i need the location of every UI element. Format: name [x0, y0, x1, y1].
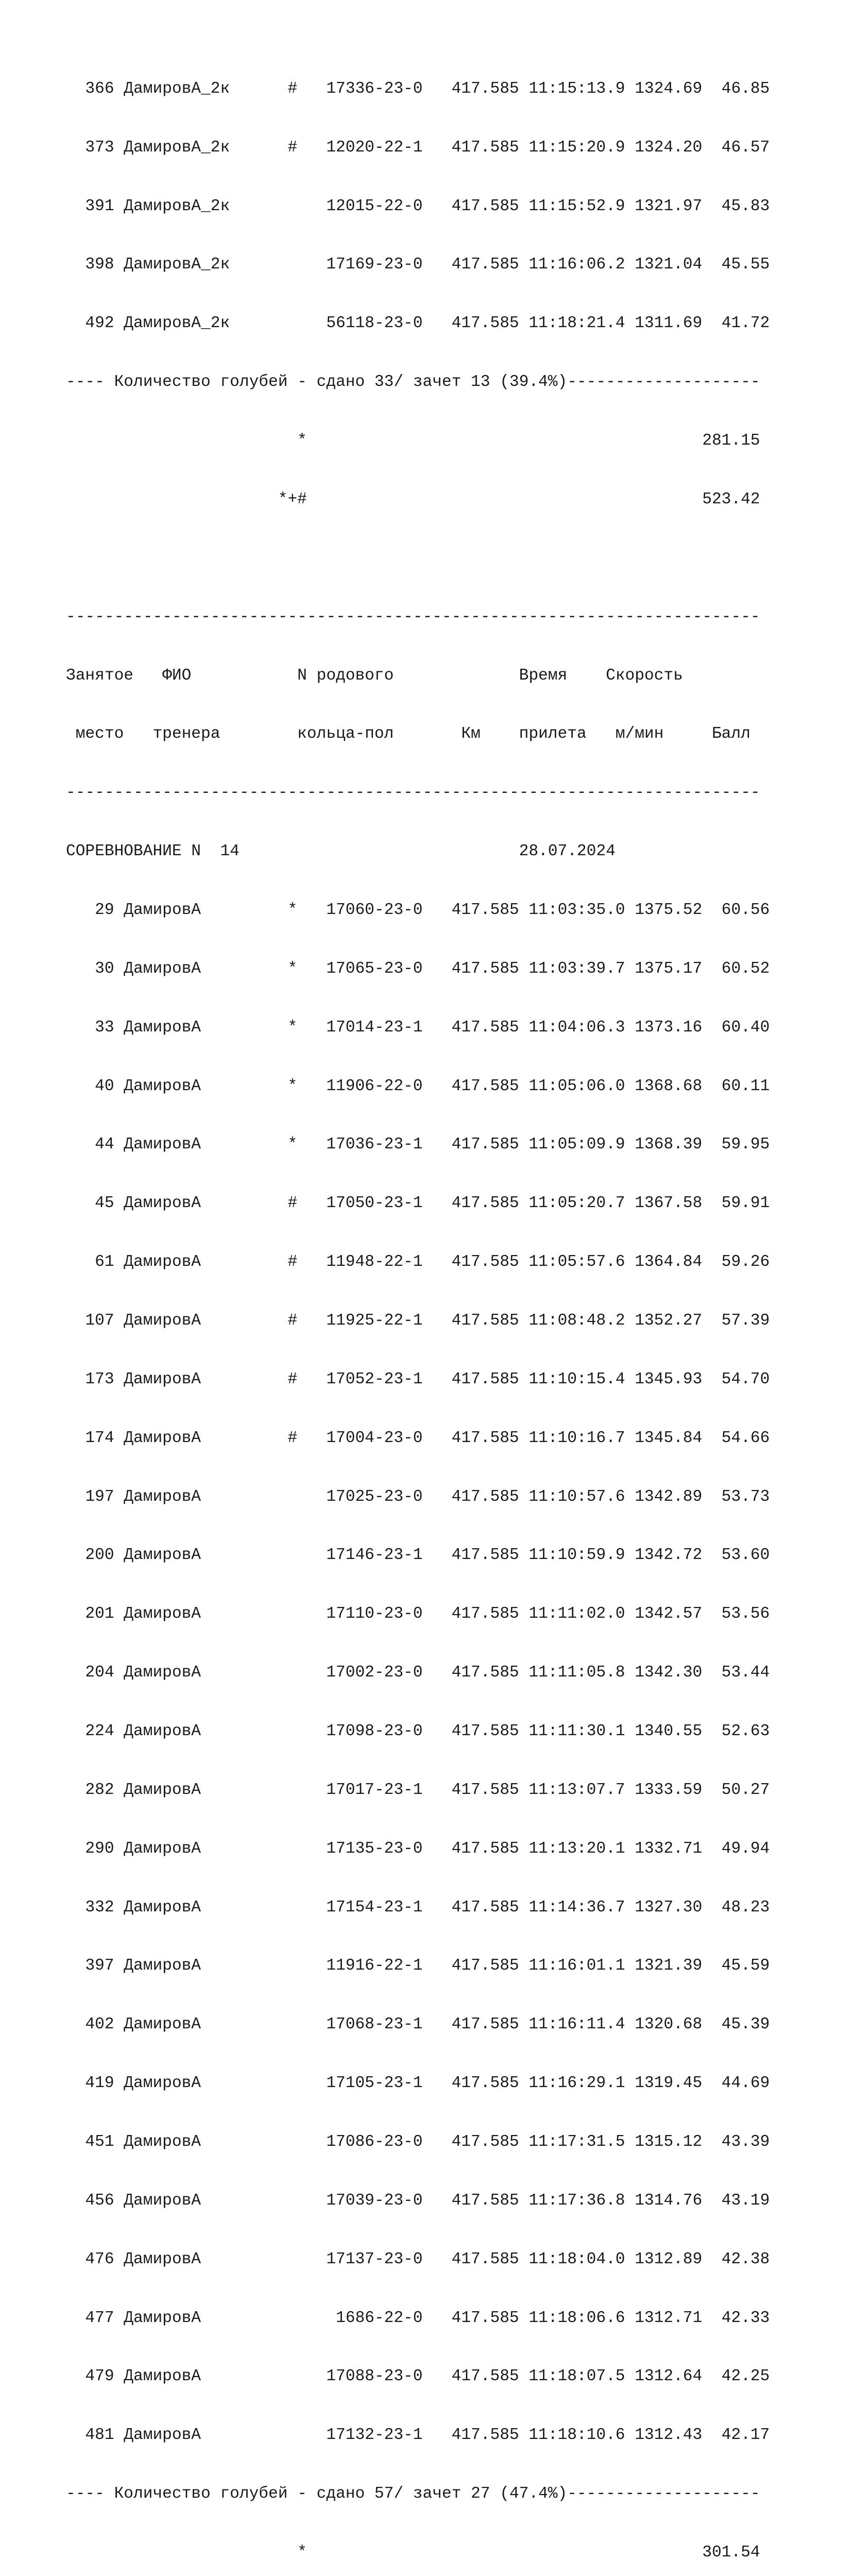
- star-total: * 301.54: [66, 2544, 760, 2562]
- result-row: 29 ДамировА * 17060-23-0 417.585 11:03:35.0 1375.52 60.56: [66, 901, 770, 919]
- result-row: 174 ДамировА # 17004-23-0 417.585 11:10:16.7 1345.84 54.66: [66, 1429, 770, 1447]
- result-row: 201 ДамировА 17110-23-0 417.585 11:11:02.0 1342.57 53.56: [66, 1605, 770, 1623]
- result-row: 481 ДамировА 17132-23-1 417.585 11:18:10.6 1312.43 42.17: [66, 2426, 770, 2445]
- result-row: 44 ДамировА * 17036-23-1 417.585 11:05:09.9 1368.39 59.95: [66, 1136, 770, 1154]
- results-document: [66, 40, 770, 2576]
- result-row: 479 ДамировА 17088-23-0 417.585 11:18:07.5 1312.64 42.25: [66, 2367, 770, 2386]
- separator-line: ------------------------------------------------------------------------: [66, 607, 760, 626]
- result-row: 456 ДамировА 17039-23-0 417.585 11:17:36.8 1314.76 43.19: [66, 2191, 770, 2210]
- result-row: 40 ДамировА * 11906-22-0 417.585 11:05:06.0 1368.68 60.11: [66, 1077, 770, 1095]
- result-row: 332 ДамировА 17154-23-1 417.585 11:14:36.7 1327.30 48.23: [66, 1898, 770, 1917]
- result-row: 224 ДамировА 17098-23-0 417.585 11:11:30.1 1340.55 52.63: [66, 1722, 770, 1740]
- result-row: 402 ДамировА 17068-23-1 417.585 11:16:11.4 1320.68 45.39: [66, 2015, 770, 2034]
- result-row: 61 ДамировА # 11948-22-1 417.585 11:05:57.6 1364.84 59.26: [66, 1253, 770, 1272]
- result-row: 173 ДамировА # 17052-23-1 417.585 11:10:15.4 1345.93 54.70: [66, 1370, 770, 1388]
- competition-title: СОРЕВНОВАНИЕ N 14 28.07.2024: [66, 842, 616, 861]
- result-row: 204 ДамировА 17002-23-0 417.585 11:11:05.8 1342.30 53.44: [66, 1664, 770, 1682]
- separator-line: ------------------------------------------------------------------------: [66, 784, 760, 802]
- result-row: 45 ДамировА # 17050-23-1 417.585 11:05:20.7 1367.58 59.91: [66, 1194, 770, 1213]
- result-row: 282 ДамировА 17017-23-1 417.585 11:13:07.7 1333.59 50.27: [66, 1781, 770, 1799]
- star-total: * 281.15: [66, 432, 760, 450]
- result-row: 366 ДамировА_2к # 17336-23-0 417.585 11:15:13.9 1324.69 46.85: [66, 79, 770, 98]
- result-row: 30 ДамировА * 17065-23-0 417.585 11:03:39.7 1375.17 60.52: [66, 959, 770, 978]
- result-row: 391 ДамировА_2к 12015-22-0 417.585 11:15:52.9 1321.97 45.83: [66, 197, 770, 215]
- result-row: 290 ДамировА 17135-23-0 417.585 11:13:20.1 1332.71 49.94: [66, 1839, 770, 1858]
- table-header-line-2: место тренера кольца-пол Км прилета м/мин Балл: [66, 725, 751, 743]
- result-row: 492 ДамировА_2к 56118-23-0 417.585 11:18:21.4 1311.69 41.72: [66, 314, 770, 333]
- summary-line: ---- Количество голубей - сдано 57/ зачет 27 (47.4%)--------------------: [66, 2485, 760, 2503]
- summary-line: ---- Количество голубей - сдано 33/ зачет 13 (39.4%)--------------------: [66, 373, 760, 392]
- result-row: 107 ДамировА # 11925-22-1 417.585 11:08:48.2 1352.27 57.39: [66, 1311, 770, 1330]
- result-row: 373 ДамировА_2к # 12020-22-1 417.585 11:15:20.9 1324.20 46.57: [66, 138, 770, 157]
- result-row: 476 ДамировА 17137-23-0 417.585 11:18:04.0 1312.89 42.38: [66, 2250, 770, 2268]
- table-header-line-1: Занятое ФИО N родового Время Скорость: [66, 666, 683, 685]
- result-row: 451 ДамировА 17086-23-0 417.585 11:17:31.5 1315.12 43.39: [66, 2132, 770, 2151]
- star-plus-hash-total: *+# 523.42: [66, 490, 760, 509]
- result-row: 200 ДамировА 17146-23-1 417.585 11:10:59.9 1342.72 53.60: [66, 1546, 770, 1565]
- blank-line: [66, 549, 770, 568]
- result-row: 398 ДамировА_2к 17169-23-0 417.585 11:16:06.2 1321.04 45.55: [66, 256, 770, 274]
- result-row: 477 ДамировА 1686-22-0 417.585 11:18:06.6 1312.71 42.33: [66, 2309, 770, 2327]
- result-row: 197 ДамировА 17025-23-0 417.585 11:10:57.6 1342.89 53.73: [66, 1487, 770, 1506]
- result-row: 33 ДамировА * 17014-23-1 417.585 11:04:06.3 1373.16 60.40: [66, 1018, 770, 1037]
- result-row: 419 ДамировА 17105-23-1 417.585 11:16:29.1 1319.45 44.69: [66, 2074, 770, 2093]
- result-row: 397 ДамировА 11916-22-1 417.585 11:16:01.1 1321.39 45.59: [66, 1957, 770, 1975]
